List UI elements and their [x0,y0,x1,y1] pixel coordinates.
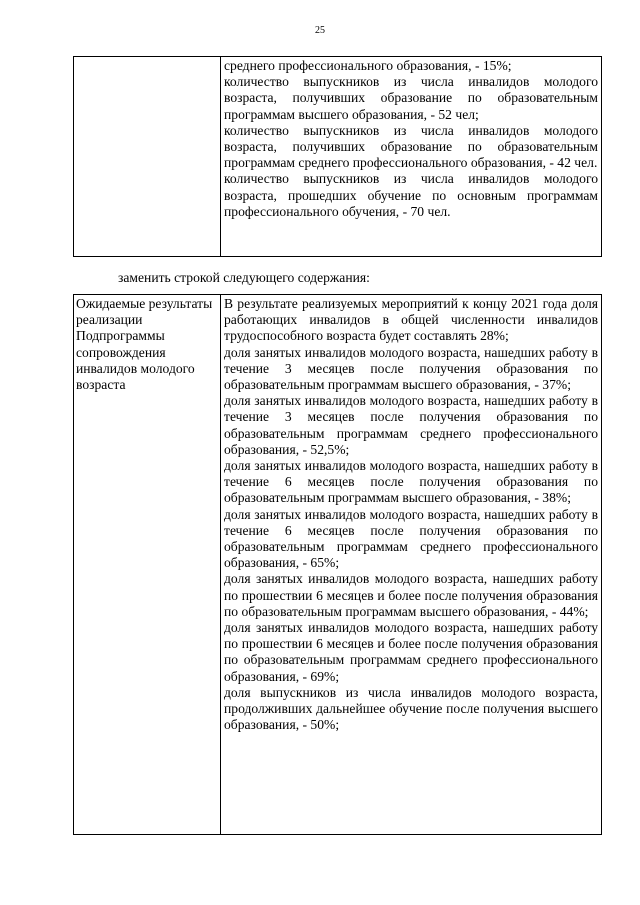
table-cell-right [221,57,602,257]
paragraph: количество выпускников из числа инвалидов молодого возраста, прошедших обучение по основным программам профессионального обучения, - 70 чел. [224,171,598,219]
paragraph: доля занятых инвалидов молодого возраста, нашедших работу в течение 6 месяцев после получения образования по образовательным программам среднего профессионального образования, - 65%; [224,506,598,571]
page-number: 25 [315,25,325,36]
paragraph: доля занятых инвалидов молодого возраста, нашедших работу по прошествии 6 месяцев и более после получения образования по образовательным программам высшего образования, - 44%; [224,571,598,619]
paragraph: доля занятых инвалидов молодого возраста, нашедших работу в течение 6 месяцев после получения образования по образовательным программам высшего образования, - 38%; [224,458,598,506]
paragraph: доля занятых инвалидов молодого возраста, нашедших работу по прошествии 6 месяцев и более после получения образования по образовательным программам среднего профессионального образования, - 69%; [224,620,598,684]
paragraph: количество выпускников из числа инвалидов молодого возраста, получивших образование по образовательным программам высшего образования, - 52 чел; [224,74,598,122]
table-cell-left: Ожидаемые результаты реализации Подпрограммы сопровождения инвалидов молодого возраста [74,295,221,835]
table-cell-right [221,295,602,835]
table-row [74,295,602,835]
paragraph: доля выпускников из числа инвалидов молодого возраста, продолживших дальнейшее обучение после получения высшего образования, - 50%; [224,684,598,733]
paragraph: В результате реализуемых мероприятий к концу 2021 года доля работающих инвалидов в общей численности инвалидов трудоспособного возраста будет составлять 28%; [224,296,598,344]
continued-table [73,56,602,257]
table-cell-left [74,57,221,257]
replace-instruction: заменить строкой следующего содержания: [118,270,370,285]
paragraph: доля занятых инвалидов молодого возраста, нашедших работу в течение 3 месяцев после получения образования по образовательным программам среднего профессионального образования, - 52,5%; [224,393,598,457]
replacement-table [73,294,602,835]
paragraph: среднего профессионального образования, - 15%; [224,58,512,73]
table-row [74,57,602,257]
paragraph: доля занятых инвалидов молодого возраста, нашедших работу в течение 3 месяцев после получения образования по образовательным программам высшего образования, - 37%; [224,344,598,393]
paragraph: количество выпускников из числа инвалидов молодого возраста, получивших образование по образовательным программам среднего профессионального образования, - 42 чел. [224,122,598,171]
